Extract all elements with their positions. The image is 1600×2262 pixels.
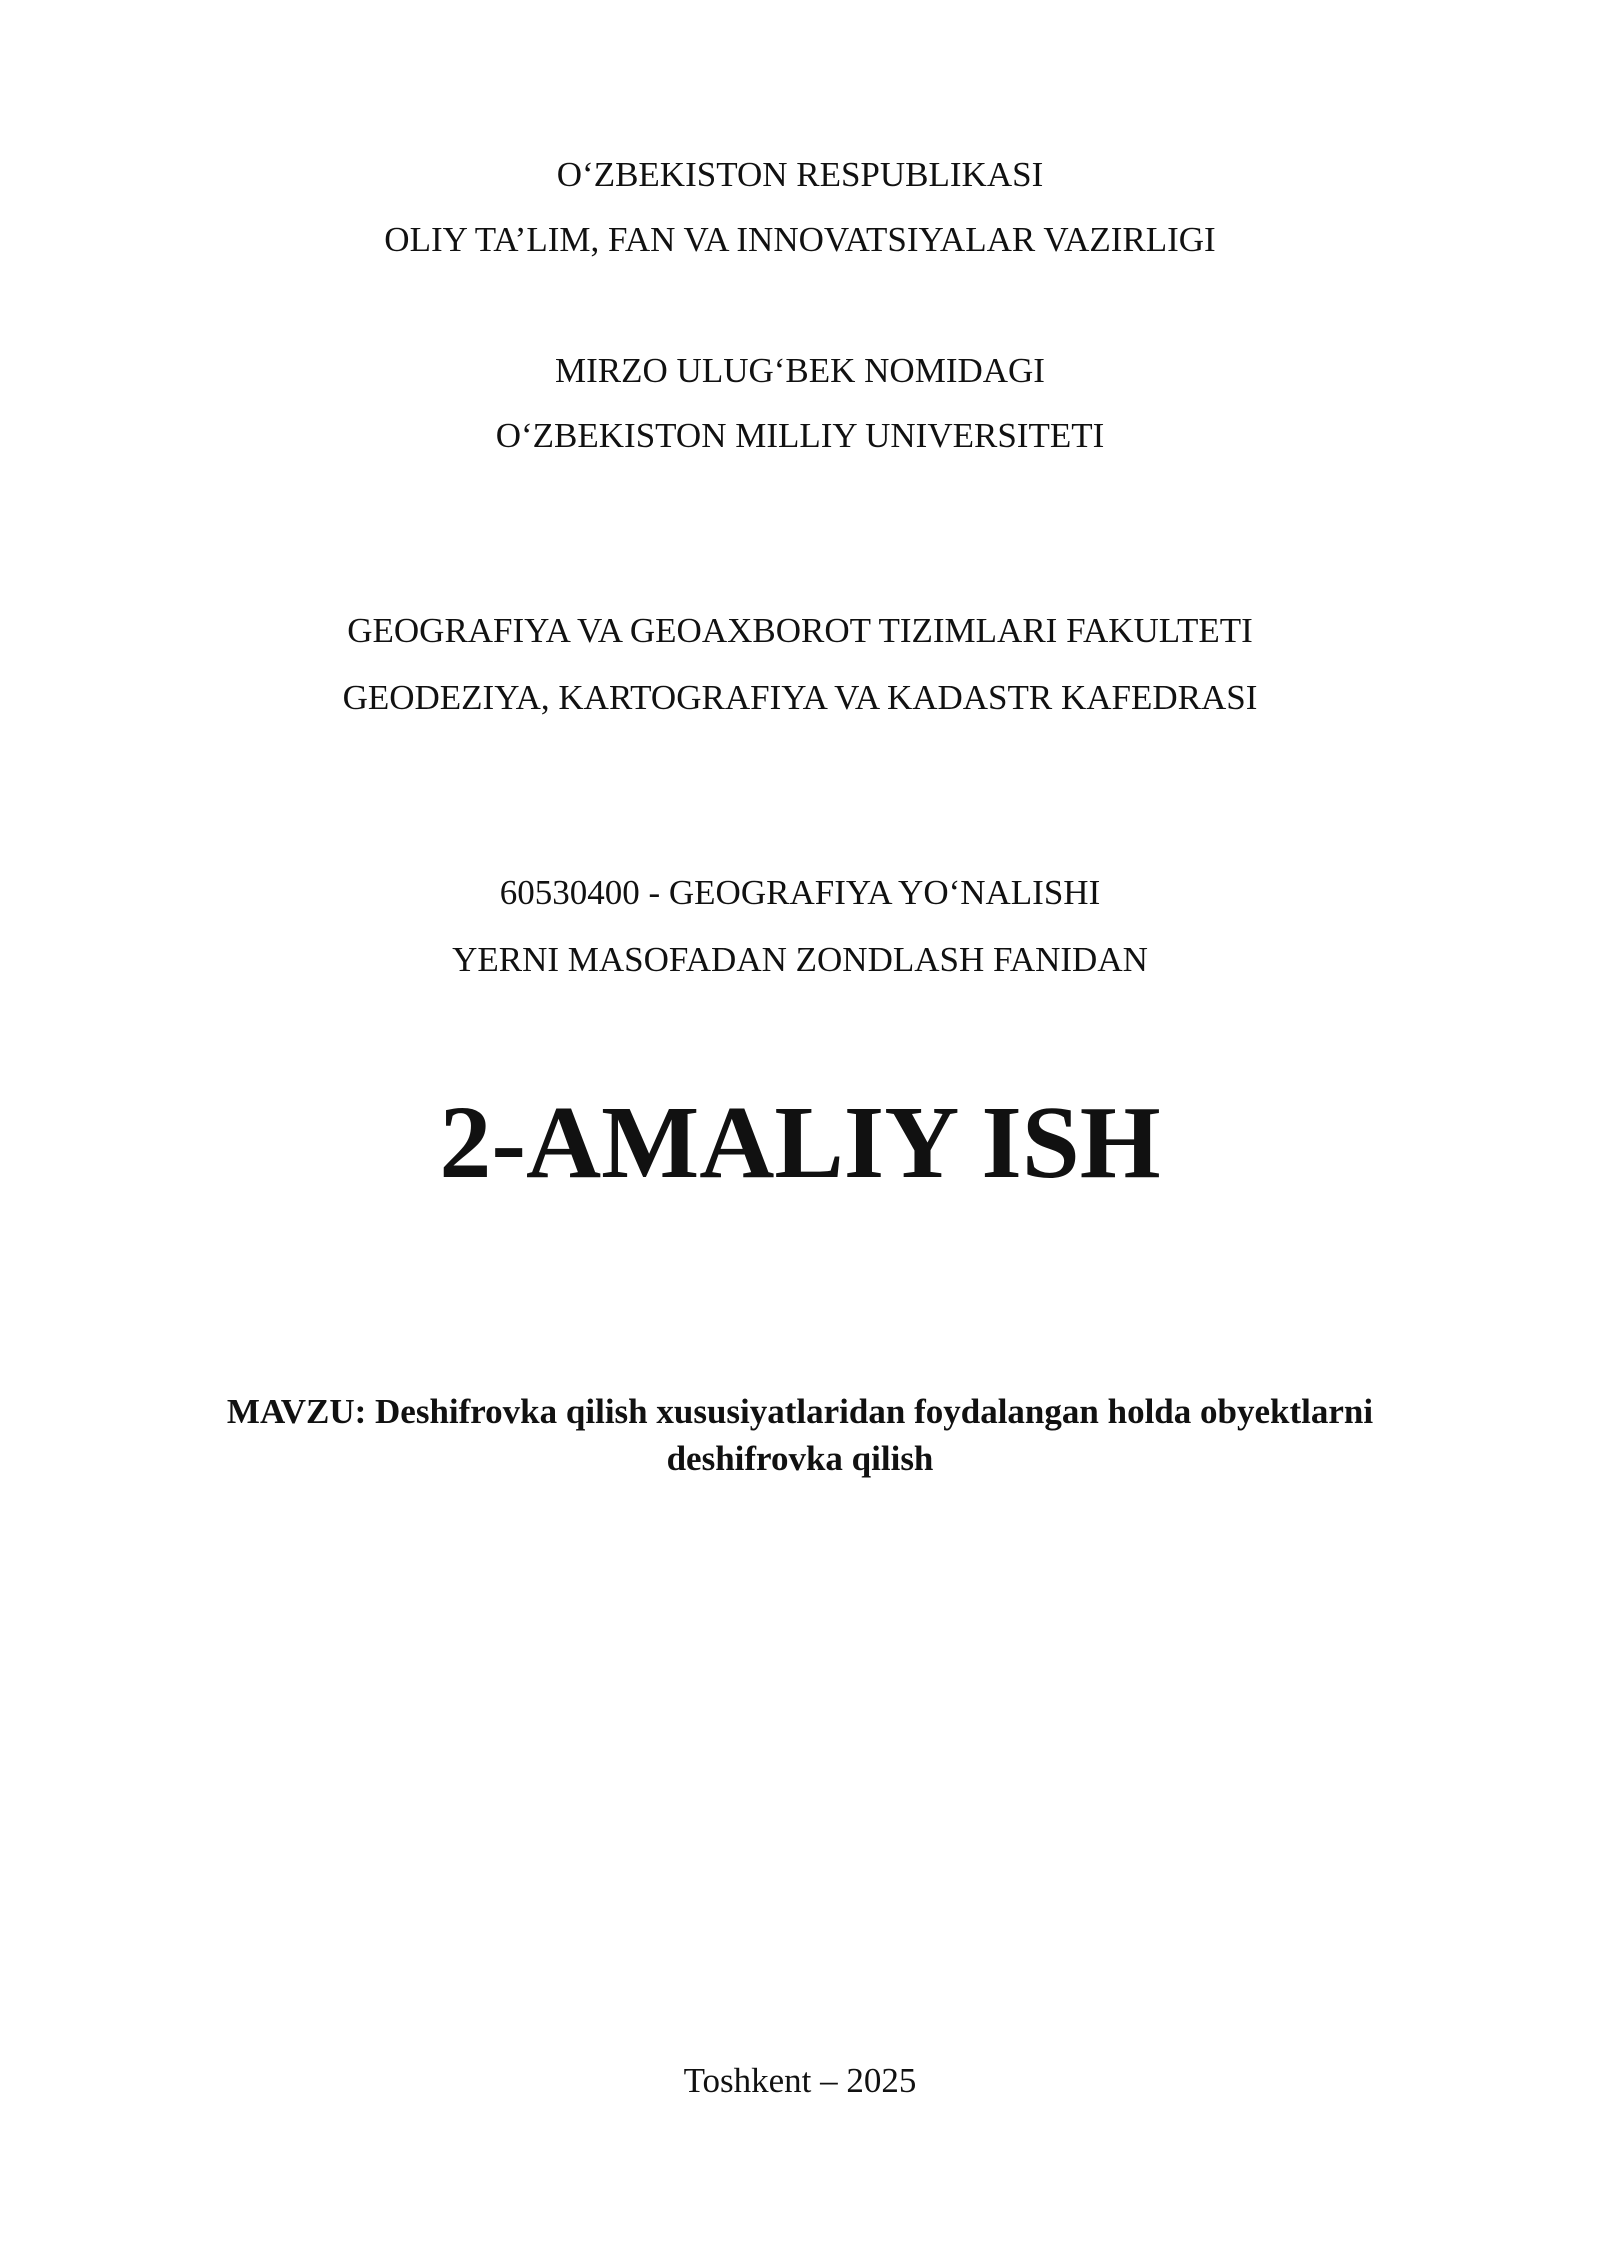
document-title: 2-AMALIY ISH: [439, 1085, 1161, 1200]
subject-name: YERNI MASOFADAN ZONDLASH FANIDAN: [452, 940, 1148, 979]
topic-text: MAVZU: Deshifrovka qilish xususiyatlaridan foydalangan holda obyektlarni deshifrovka qilish: [226, 1392, 1374, 1478]
faculty-name: GEOGRAFIYA VA GEOAXBOROT TIZIMLARI FAKULTETI: [347, 611, 1253, 650]
university-line-1: MIRZO ULUG‘BEK NOMIDAGI: [555, 351, 1045, 390]
ministry-line-1: O‘ZBEKISTON RESPUBLIKASI: [556, 155, 1044, 194]
place-year: Toshkent – 2025: [683, 2061, 917, 2100]
department-name: GEODEZIYA, KARTOGRAFIYA VA KADASTR KAFEDRASI: [342, 678, 1258, 717]
program-name: 60530400 - GEOGRAFIYA YO‘NALISHI: [499, 873, 1101, 912]
ministry-line-2: OLIY TA’LIM, FAN VA INNOVATSIYALAR VAZIRLIGI: [384, 220, 1216, 259]
university-line-2: O‘ZBEKISTON MILLIY UNIVERSITETI: [495, 416, 1105, 455]
